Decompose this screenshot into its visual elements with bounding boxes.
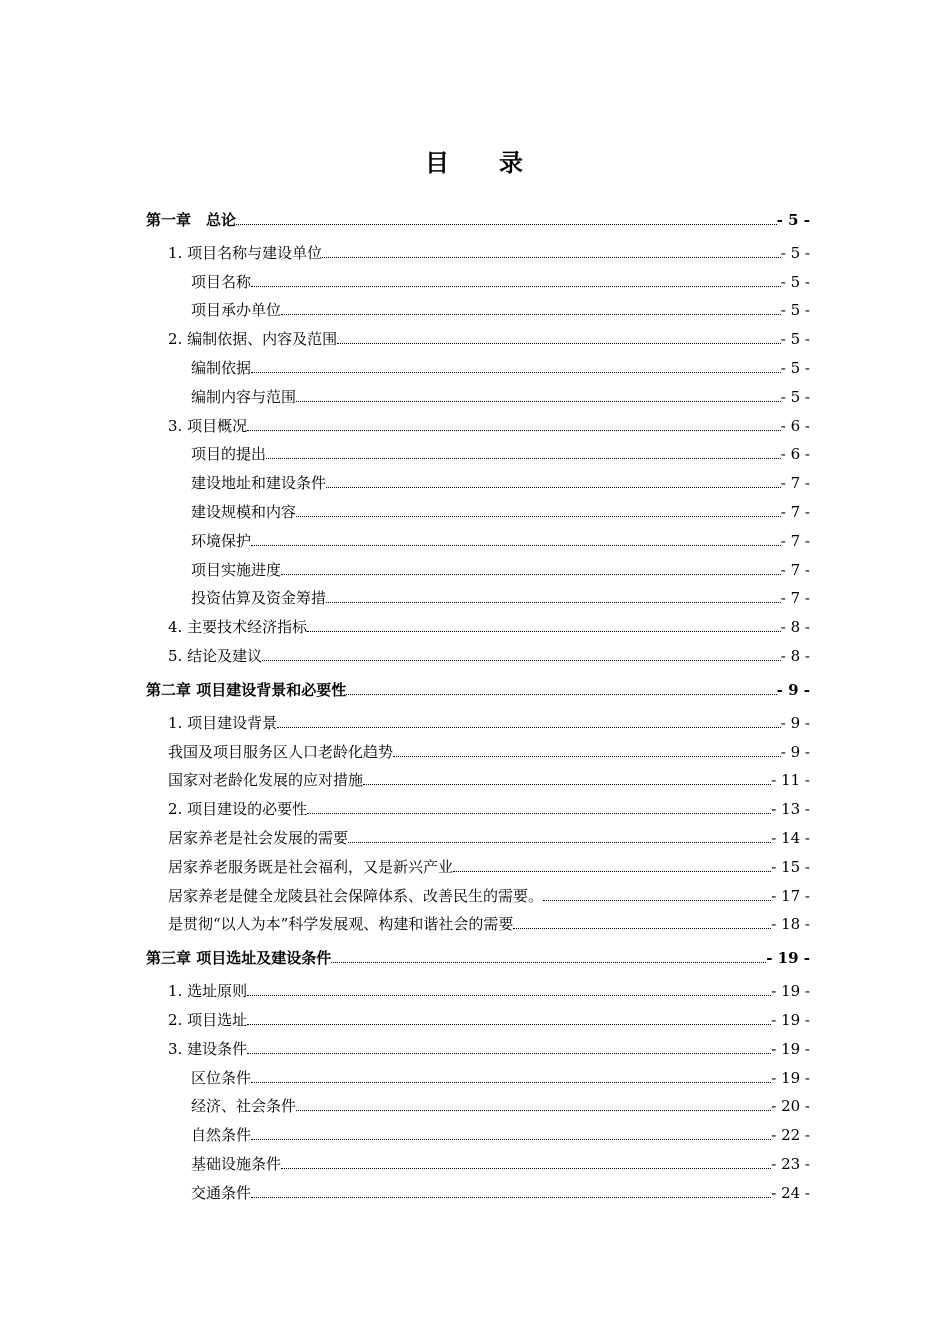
toc-entry-label: 项目的提出 — [191, 445, 267, 464]
toc-entry-label: 区位条件 — [191, 1068, 252, 1087]
dot-leader — [337, 342, 781, 344]
toc-entry-label: 建设地址和建设条件 — [191, 474, 327, 493]
toc-entry[interactable] — [146, 580, 810, 609]
toc-entry-label: 1. 项目建设背景 — [168, 713, 278, 732]
toc-page-number: - 9 - — [780, 713, 810, 732]
toc-entry[interactable] — [146, 493, 810, 522]
toc-entry[interactable] — [146, 1001, 810, 1030]
dot-leader — [247, 429, 781, 431]
toc-entry-label: 建设规模和内容 — [191, 502, 297, 521]
toc-entry[interactable] — [146, 1059, 810, 1088]
toc-entry-label: 1. 选址原则 — [168, 982, 248, 1001]
dot-leader — [322, 256, 781, 258]
toc-entry-label: 第三章 项目选址及建设条件 — [146, 949, 332, 968]
dot-leader — [262, 659, 781, 661]
toc-page-number: - 7 - — [780, 589, 810, 608]
toc-chapter-entry[interactable] — [146, 198, 810, 230]
dot-leader — [251, 1196, 771, 1198]
toc-page-number: - 18 - — [771, 915, 810, 934]
toc-title — [0, 143, 950, 178]
toc-list — [146, 196, 810, 1203]
dot-leader — [236, 223, 777, 225]
toc-entry-label: 交通条件 — [191, 1183, 252, 1202]
dot-leader — [251, 1081, 771, 1083]
toc-page-number: - 6 - — [780, 416, 810, 435]
toc-entry[interactable] — [146, 608, 810, 637]
toc-page-number: - 14 - — [771, 828, 810, 847]
dot-leader — [348, 841, 771, 843]
toc-entry-label: 居家养老服务既是社会福利，又是新兴产业 — [168, 857, 454, 876]
toc-page-number: - 19 - — [771, 1039, 810, 1058]
toc-entry-label: 项目实施进度 — [191, 560, 282, 579]
toc-entry[interactable] — [146, 292, 810, 321]
dot-leader — [363, 783, 771, 785]
toc-page-number: - 5 - — [780, 330, 810, 349]
toc-page-number: - 5 - — [780, 387, 810, 406]
toc-page-number: - 19 - — [771, 1068, 810, 1087]
toc-page-number: - 5 - — [780, 272, 810, 291]
toc-entry-label: 项目名称 — [191, 272, 252, 291]
toc-page-number: - 20 - — [771, 1097, 810, 1116]
toc-entry[interactable] — [146, 819, 810, 848]
dot-leader — [307, 630, 781, 632]
dot-leader — [281, 573, 781, 575]
toc-entry[interactable] — [146, 1174, 810, 1203]
toc-entry[interactable] — [146, 637, 810, 666]
toc-entry-label: 3. 项目概况 — [168, 416, 248, 435]
toc-entry-label: 自然条件 — [191, 1126, 252, 1145]
toc-entry[interactable] — [146, 848, 810, 877]
toc-entry-label: 我国及项目服务区人口老龄化趋势 — [168, 742, 394, 761]
toc-page-number: - 5 - — [780, 358, 810, 377]
dot-leader — [296, 515, 781, 517]
toc-entry[interactable] — [146, 378, 810, 407]
toc-page-number: - 13 - — [771, 800, 810, 819]
toc-entry-label: 3. 建设条件 — [168, 1039, 248, 1058]
toc-chapter-entry[interactable] — [146, 936, 810, 968]
dot-leader — [307, 812, 771, 814]
toc-entry[interactable] — [146, 704, 810, 733]
toc-entry-label: 2. 项目选址 — [168, 1010, 248, 1029]
toc-entry[interactable] — [146, 1030, 810, 1059]
toc-page-number: - 17 - — [771, 886, 810, 905]
toc-entry-label: 投资估算及资金筹措 — [191, 589, 327, 608]
toc-entry-label: 5. 结论及建议 — [168, 646, 263, 665]
toc-entry-label: 编制内容与范围 — [191, 387, 297, 406]
toc-entry[interactable] — [146, 877, 810, 906]
toc-entry-label: 居家养老是健全龙陵县社会保障体系、改善民生的需要。 — [168, 886, 544, 905]
dot-leader — [393, 755, 781, 757]
toc-title-char-1: 目 — [425, 148, 451, 177]
toc-page-number: - 9 - — [776, 680, 810, 699]
toc-entry-label: 4. 主要技术经济指标 — [168, 618, 308, 637]
toc-entry-label: 2. 编制依据、内容及范围 — [168, 330, 338, 349]
toc-page-number: - 19 - — [766, 949, 810, 968]
toc-entry-label: 居家养老是社会发展的需要 — [168, 828, 349, 847]
toc-entry[interactable] — [146, 407, 810, 436]
toc-entry-label: 1. 项目名称与建设单位 — [168, 243, 323, 262]
dot-leader — [251, 544, 781, 546]
toc-entry[interactable] — [146, 263, 810, 292]
dot-leader — [296, 1109, 771, 1111]
toc-entry-label: 是贯彻“以人为本”科学发展观、构建和谐社会的需要 — [168, 915, 514, 934]
toc-entry[interactable] — [146, 1145, 810, 1174]
toc-page-number: - 23 - — [771, 1154, 810, 1173]
toc-page-number: - 6 - — [780, 445, 810, 464]
toc-entry[interactable] — [146, 320, 810, 349]
toc-entry[interactable] — [146, 349, 810, 378]
toc-entry[interactable] — [146, 1088, 810, 1117]
toc-entry-label: 2. 项目建设的必要性 — [168, 800, 308, 819]
toc-page-number: - 7 - — [780, 474, 810, 493]
dot-leader — [453, 870, 771, 872]
dot-leader — [326, 486, 781, 488]
toc-title-char-2: 录 — [499, 148, 525, 177]
toc-entry-label: 项目承办单位 — [191, 301, 282, 320]
toc-entry[interactable] — [146, 234, 810, 263]
toc-entry[interactable] — [146, 972, 810, 1001]
toc-entry[interactable] — [146, 436, 810, 465]
toc-entry-label: 编制依据 — [191, 358, 252, 377]
toc-page-number: - 7 - — [780, 531, 810, 550]
toc-entry-label: 基础设施条件 — [191, 1154, 282, 1173]
dot-leader — [266, 457, 781, 459]
toc-page-number: - 7 - — [780, 560, 810, 579]
dot-leader — [346, 693, 776, 695]
dot-leader — [326, 601, 781, 603]
toc-page-number: - 8 - — [780, 618, 810, 637]
dot-leader — [281, 1167, 771, 1169]
dot-leader — [331, 961, 766, 963]
toc-entry[interactable] — [146, 906, 810, 935]
toc-page-number: - 5 - — [780, 301, 810, 320]
toc-chapter-entry[interactable] — [146, 668, 810, 700]
toc-entry[interactable] — [146, 790, 810, 819]
toc-page-number: - 11 - — [771, 771, 810, 790]
toc-entry[interactable] — [146, 522, 810, 551]
toc-entry[interactable] — [146, 551, 810, 580]
toc-page-number: - 7 - — [780, 502, 810, 521]
toc-entry-label: 第二章 项目建设背景和必要性 — [146, 680, 347, 699]
toc-entry[interactable] — [146, 733, 810, 762]
dot-leader — [543, 899, 771, 901]
toc-entry-label: 环境保护 — [191, 531, 252, 550]
toc-entry[interactable] — [146, 1116, 810, 1145]
toc-entry-label: 国家对老龄化发展的应对措施 — [168, 771, 364, 790]
dot-leader — [247, 994, 771, 996]
toc-page-number: - 19 - — [771, 1010, 810, 1029]
dot-leader — [513, 927, 771, 929]
toc-page-number: - 19 - — [771, 982, 810, 1001]
toc-entry-label: 经济、社会条件 — [191, 1097, 297, 1116]
toc-page-number: - 15 - — [771, 857, 810, 876]
toc-entry[interactable] — [146, 762, 810, 791]
dot-leader — [296, 400, 781, 402]
dot-leader — [247, 1023, 771, 1025]
dot-leader — [251, 371, 781, 373]
toc-page-number: - 24 - — [771, 1183, 810, 1202]
dot-leader — [251, 285, 781, 287]
dot-leader — [277, 726, 781, 728]
toc-page-number: - 9 - — [780, 742, 810, 761]
toc-entry[interactable] — [146, 464, 810, 493]
toc-page-number: - 8 - — [780, 646, 810, 665]
dot-leader — [251, 1138, 771, 1140]
toc-entry-label: 第一章 总论 — [146, 211, 237, 229]
toc-page-number: - 5 - — [780, 243, 810, 262]
dot-leader — [247, 1052, 771, 1054]
toc-page-number: - 5 - — [776, 211, 810, 229]
dot-leader — [281, 313, 781, 315]
toc-page-number: - 22 - — [771, 1126, 810, 1145]
